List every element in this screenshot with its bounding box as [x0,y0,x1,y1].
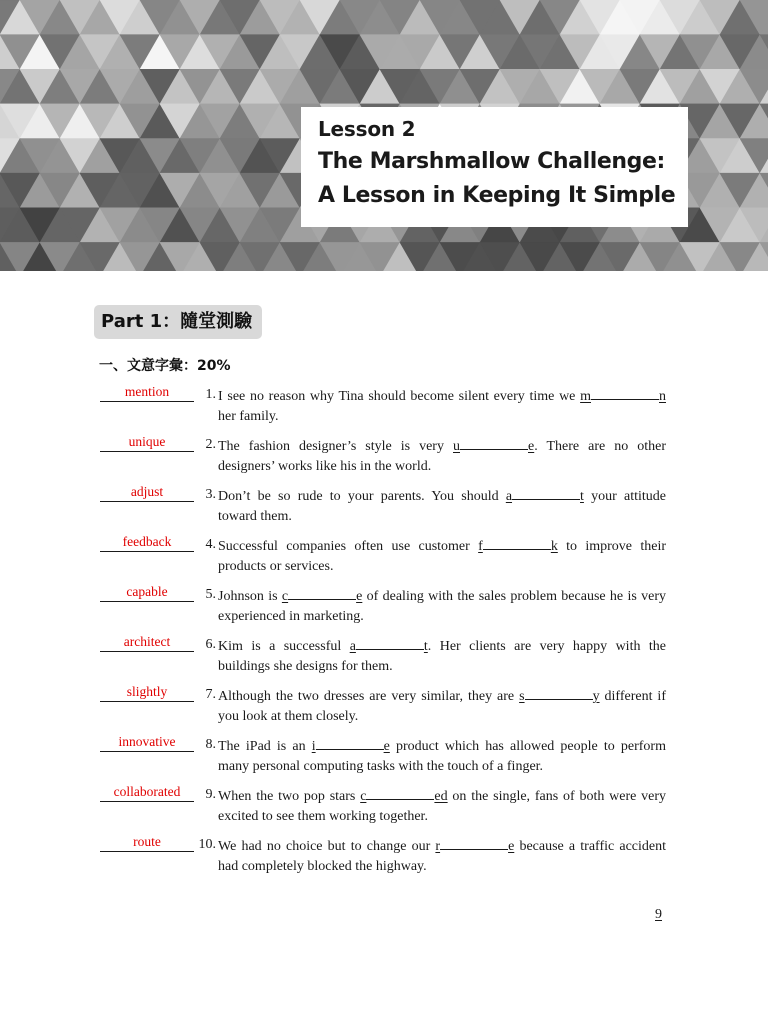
question-number: 4. [205,537,216,552]
question-item [100,584,666,628]
cue-blank [591,387,659,400]
question-text: We had no choice but to change our r e because a traffic accident had completely blocked the highway. [218,839,666,874]
question-text: The fashion designer’s style is very u e. There are no other designers’ works like his in the world. [218,439,667,474]
answer-blank[interactable]: innovative [100,734,194,752]
cue-blank [460,437,528,450]
section-heading: 一、文意字彙：20% [99,358,231,374]
cue-end: e [528,439,535,454]
answer-blank[interactable]: mention [100,384,194,402]
question-item [100,834,666,878]
question-number: 1. [205,387,216,402]
cue-blank [316,737,384,750]
answer-blank[interactable]: capable [100,584,194,602]
title-box [301,107,688,227]
question-text: Although the two dresses are very similar, they are s y different if you look at them closely. [218,689,666,724]
question-number: 6. [205,637,216,652]
question-number: 3. [205,487,216,502]
question-text: The iPad is an i e product which has allowed people to perform many personal computing tasks with the touch of a finger. [218,739,666,774]
cue-end: e [356,589,363,604]
cue-start: s [519,689,525,704]
cue-blank [356,637,424,650]
cue-blank [366,787,434,800]
answer-blank[interactable]: unique [100,434,194,452]
cue-end: t [580,489,584,504]
cue-blank [525,687,593,700]
cue-start: u [453,439,460,454]
cue-end: y [592,689,600,704]
cue-start: r [435,839,441,854]
question-text: Successful companies often use customer f k to improve their products or services. [218,539,666,574]
cue-start: f [478,539,483,554]
part-badge: Part 1：隨堂測驗 [94,305,262,339]
question-item [100,484,666,528]
question-number: 7. [205,687,216,702]
cue-blank [440,837,508,850]
cue-end: e [383,739,390,754]
question-text: Kim is a successful a t. Her clients are very happy with the buildings she designs for them. [218,639,666,674]
question-item [100,734,666,778]
lesson-title-line-2: A Lesson in Keeping It Simple [318,183,676,208]
answer-blank[interactable]: adjust [100,484,194,502]
answer-blank[interactable]: collaborated [100,784,194,802]
cue-start: i [311,739,316,754]
cue-blank [288,587,356,600]
header-banner [0,0,768,271]
answer-blank[interactable]: architect [100,634,194,652]
cue-start: m [580,389,591,404]
question-text: Johnson is c e of dealing with the sales problem because he is very experienced in marketing. [218,589,667,624]
page-number: 9 [655,907,662,922]
cue-start: c [281,589,289,604]
question-item [100,384,666,428]
cue-blank [483,537,551,550]
answer-blank[interactable]: slightly [100,684,194,702]
question-text: Don’t be so rude to your parents. You should a t your attitude toward them. [218,489,666,524]
cue-blank [512,487,580,500]
question-text: When the two pop stars c ed on the single, fans of both were very excited to see them working together. [218,789,666,824]
answer-blank[interactable]: feedback [100,534,194,552]
question-item [100,684,666,728]
question-number: 9. [205,787,216,802]
cue-end: k [550,539,558,554]
question-text: I see no reason why Tina should become silent every time we m n her family. [218,389,666,424]
cue-start: a [505,489,513,504]
question-number: 8. [205,737,216,752]
question-item [100,434,666,478]
question-number: 5. [205,587,216,602]
question-item [100,534,666,578]
lesson-title-line-1: The Marshmallow Challenge: [318,149,665,174]
answer-blank[interactable]: route [100,834,194,852]
question-number: 10. [198,837,216,852]
cue-end: ed [434,789,448,804]
question-item [100,784,666,828]
question-number: 2. [205,437,216,452]
cue-end: t [423,639,428,654]
cue-end: n [659,389,666,404]
question-item [100,634,666,678]
cue-start: a [349,639,356,654]
cue-end: e [508,839,515,854]
cue-start: c [360,789,367,804]
lesson-label: Lesson 2 [318,117,416,141]
